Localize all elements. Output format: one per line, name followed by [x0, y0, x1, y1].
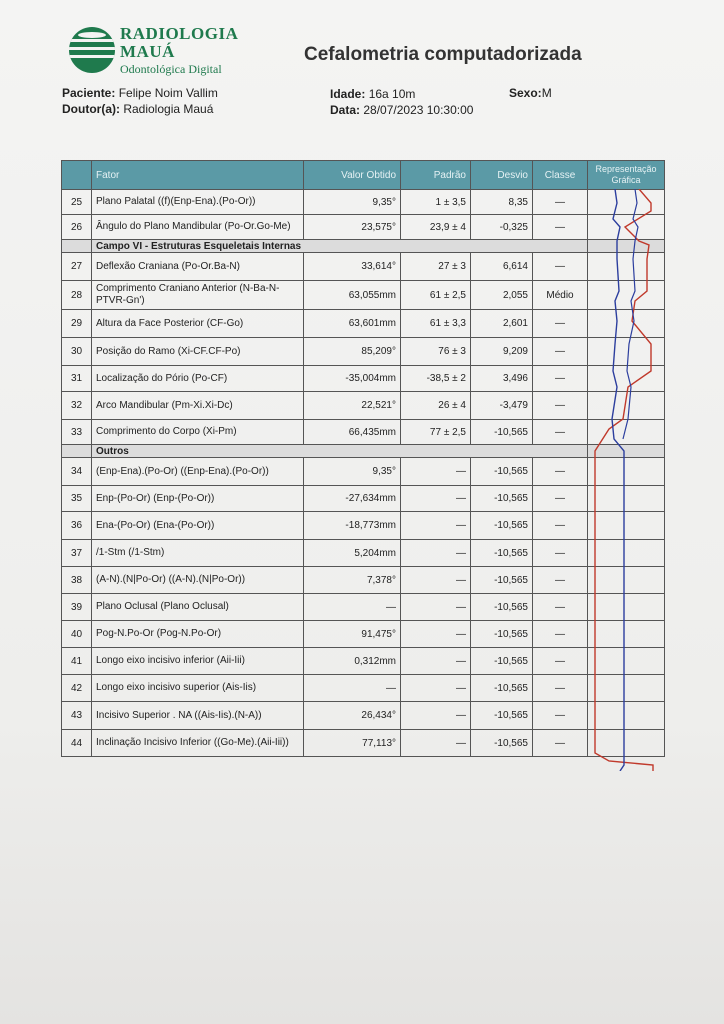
- row-number: 27: [62, 253, 92, 281]
- table-row: [62, 281, 665, 310]
- row-valor: 91,475°: [304, 621, 401, 648]
- row-number: 42: [62, 675, 92, 702]
- row-desvio: -10,565: [471, 458, 533, 486]
- col-padrao: Padrão: [401, 161, 471, 190]
- rep-cell: [588, 730, 665, 757]
- section-title: Outros: [92, 445, 588, 458]
- row-number: 38: [62, 567, 92, 594]
- rep-cell: [588, 702, 665, 730]
- table-body: [62, 190, 665, 757]
- row-classe: —: [533, 621, 588, 648]
- table-row: [62, 190, 665, 215]
- row-padrao: —: [401, 730, 471, 757]
- row-desvio: 3,496: [471, 366, 533, 392]
- row-classe: —: [533, 512, 588, 540]
- row-number: 28: [62, 281, 92, 310]
- row-fator: Longo eixo incisivo superior (Ais-Iis): [92, 675, 304, 702]
- row-number: 40: [62, 621, 92, 648]
- row-number: 33: [62, 420, 92, 445]
- row-desvio: -10,565: [471, 730, 533, 757]
- section-row: [62, 445, 665, 458]
- rep-cell: [588, 458, 665, 486]
- date-label: Data:: [330, 103, 361, 117]
- row-classe: —: [533, 366, 588, 392]
- row-valor: 9,35°: [304, 458, 401, 486]
- row-fator: Inclinação Incisivo Inferior ((Go-Me).(Aii-Iii)): [92, 730, 304, 757]
- section-row: [62, 240, 665, 253]
- row-valor: 7,378°: [304, 567, 401, 594]
- row-valor: 22,521°: [304, 392, 401, 420]
- row-valor: -27,634mm: [304, 486, 401, 512]
- page-title: Cefalometria computadorizada: [304, 44, 582, 65]
- table-row: [62, 702, 665, 730]
- rep-cell: [588, 675, 665, 702]
- row-padrao: 26 ± 4: [401, 392, 471, 420]
- table-row: [62, 458, 665, 486]
- row-padrao: 76 ± 3: [401, 338, 471, 366]
- row-valor: 85,209°: [304, 338, 401, 366]
- row-fator: Ena-(Po-Or) (Ena-(Po-Or)): [92, 512, 304, 540]
- row-fator: Comprimento do Corpo (Xi-Pm): [92, 420, 304, 445]
- patient-age: [330, 87, 415, 101]
- row-padrao: 27 ± 3: [401, 253, 471, 281]
- table-header-row: [62, 161, 665, 190]
- row-number: 32: [62, 392, 92, 420]
- table-row: [62, 540, 665, 567]
- clinic-logo: [68, 24, 243, 79]
- row-desvio: -10,565: [471, 420, 533, 445]
- rep-cell: [588, 240, 665, 253]
- rep-cell: [588, 621, 665, 648]
- patient-sex: [509, 86, 552, 100]
- row-classe: —: [533, 540, 588, 567]
- row-classe: —: [533, 253, 588, 281]
- table-row: [62, 512, 665, 540]
- row-classe: —: [533, 420, 588, 445]
- row-valor: 63,055mm: [304, 281, 401, 310]
- row-number: 26: [62, 215, 92, 240]
- rep-cell: [588, 190, 665, 215]
- rep-cell: [588, 392, 665, 420]
- row-number: 30: [62, 338, 92, 366]
- row-valor: —: [304, 675, 401, 702]
- table-row: [62, 392, 665, 420]
- row-number: 39: [62, 594, 92, 621]
- row-classe: —: [533, 675, 588, 702]
- row-classe: —: [533, 486, 588, 512]
- patient-name: [62, 86, 218, 100]
- row-fator: Pog-N.Po-Or (Pog-N.Po-Or): [92, 621, 304, 648]
- row-valor: 63,601mm: [304, 310, 401, 338]
- row-valor: -18,773mm: [304, 512, 401, 540]
- row-number: 31: [62, 366, 92, 392]
- row-classe: —: [533, 730, 588, 757]
- rep-cell: [588, 338, 665, 366]
- logo-sphere-icon: [68, 26, 116, 74]
- table-row: [62, 253, 665, 281]
- rep-cell: [588, 648, 665, 675]
- table-row: [62, 338, 665, 366]
- col-fator: Fator: [92, 161, 304, 190]
- logo-text-maua: MAUÁ: [120, 42, 175, 61]
- row-number: 37: [62, 540, 92, 567]
- row-padrao: 61 ± 2,5: [401, 281, 471, 310]
- table-row: [62, 621, 665, 648]
- rep-cell: [588, 567, 665, 594]
- row-valor: -35,004mm: [304, 366, 401, 392]
- row-desvio: 2,055: [471, 281, 533, 310]
- section-number: [62, 240, 92, 253]
- row-classe: —: [533, 310, 588, 338]
- age-label: Idade:: [330, 87, 366, 101]
- row-fator: Plano Oclusal (Plano Oclusal): [92, 594, 304, 621]
- row-number: 25: [62, 190, 92, 215]
- row-fator: Arco Mandibular (Pm-Xi.Xi-Dc): [92, 392, 304, 420]
- rep-cell: [588, 486, 665, 512]
- row-desvio: -10,565: [471, 594, 533, 621]
- row-fator: Enp-(Po-Or) (Enp-(Po-Or)): [92, 486, 304, 512]
- row-classe: —: [533, 190, 588, 215]
- row-desvio: -10,565: [471, 648, 533, 675]
- row-padrao: 1 ± 3,5: [401, 190, 471, 215]
- col-classe: Classe: [533, 161, 588, 190]
- row-fator: Incisivo Superior . NA ((Ais-Iis).(N-A)): [92, 702, 304, 730]
- rep-cell: [588, 310, 665, 338]
- rep-cell: [588, 540, 665, 567]
- row-number: 35: [62, 486, 92, 512]
- row-padrao: —: [401, 458, 471, 486]
- row-fator: (A-N).(N|Po-Or) ((A-N).(N|Po-Or)): [92, 567, 304, 594]
- col-valor: Valor Obtido: [304, 161, 401, 190]
- row-fator: Altura da Face Posterior (CF-Go): [92, 310, 304, 338]
- rep-cell: [588, 215, 665, 240]
- row-desvio: 8,35: [471, 190, 533, 215]
- row-desvio: -3,479: [471, 392, 533, 420]
- row-desvio: -10,565: [471, 567, 533, 594]
- row-fator: Longo eixo incisivo inferior (Aii-Iii): [92, 648, 304, 675]
- row-desvio: 2,601: [471, 310, 533, 338]
- table-row: [62, 310, 665, 338]
- doctor-value: Radiologia Mauá: [123, 102, 214, 116]
- exam-date: [330, 103, 473, 117]
- row-desvio: -0,325: [471, 215, 533, 240]
- row-valor: 33,614°: [304, 253, 401, 281]
- table-row: [62, 648, 665, 675]
- patient-value: Felipe Noim Vallim: [118, 86, 218, 100]
- row-valor: 66,435mm: [304, 420, 401, 445]
- patient-label: Paciente:: [62, 86, 116, 100]
- table-row: [62, 366, 665, 392]
- row-classe: —: [533, 215, 588, 240]
- table-row: [62, 420, 665, 445]
- row-padrao: —: [401, 702, 471, 730]
- row-padrao: —: [401, 594, 471, 621]
- row-fator: Comprimento Craniano Anterior (N-Ba-N-PTVR-Gn'): [92, 281, 304, 310]
- row-desvio: 9,209: [471, 338, 533, 366]
- row-valor: 23,575°: [304, 215, 401, 240]
- sex-label: Sexo:: [509, 86, 542, 100]
- table-row: [62, 215, 665, 240]
- table-row: [62, 567, 665, 594]
- row-valor: 9,35°: [304, 190, 401, 215]
- row-fator: Plano Palatal ((f)(Enp-Ena).(Po-Or)): [92, 190, 304, 215]
- row-classe: —: [533, 392, 588, 420]
- row-fator: Deflexão Craniana (Po-Or.Ba-N): [92, 253, 304, 281]
- row-classe: —: [533, 648, 588, 675]
- row-padrao: 23,9 ± 4: [401, 215, 471, 240]
- table-row: [62, 730, 665, 757]
- row-valor: 5,204mm: [304, 540, 401, 567]
- row-desvio: 6,614: [471, 253, 533, 281]
- sex-value: M: [541, 86, 552, 100]
- cephalometry-table: [61, 160, 665, 757]
- row-fator: Posição do Ramo (Xi-CF.CF-Po): [92, 338, 304, 366]
- row-number: 29: [62, 310, 92, 338]
- section-number: [62, 445, 92, 458]
- row-desvio: -10,565: [471, 675, 533, 702]
- row-padrao: —: [401, 540, 471, 567]
- rep-cell: [588, 445, 665, 458]
- row-padrao: —: [401, 486, 471, 512]
- rep-cell: [588, 594, 665, 621]
- row-number: 36: [62, 512, 92, 540]
- row-padrao: —: [401, 512, 471, 540]
- row-classe: —: [533, 338, 588, 366]
- row-number: 41: [62, 648, 92, 675]
- row-classe: —: [533, 458, 588, 486]
- row-padrao: —: [401, 675, 471, 702]
- col-number: [62, 161, 92, 190]
- row-desvio: -10,565: [471, 486, 533, 512]
- section-title: Campo VI - Estruturas Esqueletais Internas: [92, 240, 588, 253]
- row-number: 34: [62, 458, 92, 486]
- row-fator: Localização do Pório (Po-CF): [92, 366, 304, 392]
- rep-cell: [588, 512, 665, 540]
- table-row: [62, 594, 665, 621]
- col-representacao: Representação Gráfica: [588, 161, 665, 190]
- row-desvio: -10,565: [471, 702, 533, 730]
- doctor-name: [62, 102, 213, 116]
- rep-cell: [588, 366, 665, 392]
- rep-cell: [588, 253, 665, 281]
- age-value: 16a 10m: [368, 87, 416, 101]
- row-valor: 77,113°: [304, 730, 401, 757]
- row-number: 44: [62, 730, 92, 757]
- date-value: 28/07/2023 10:30:00: [363, 103, 474, 117]
- row-padrao: —: [401, 621, 471, 648]
- row-classe: —: [533, 702, 588, 730]
- doctor-label: Doutor(a):: [62, 102, 120, 116]
- row-desvio: -10,565: [471, 512, 533, 540]
- row-fator: /1-Stm (/1-Stm): [92, 540, 304, 567]
- table-row: [62, 675, 665, 702]
- table-row: [62, 486, 665, 512]
- row-fator: (Enp-Ena).(Po-Or) ((Enp-Ena).(Po-Or)): [92, 458, 304, 486]
- logo-text-subtitle: Odontológica Digital: [120, 62, 222, 76]
- rep-cell: [588, 420, 665, 445]
- row-desvio: -10,565: [471, 621, 533, 648]
- row-classe: Médio: [533, 281, 588, 310]
- rep-cell: [588, 281, 665, 310]
- row-valor: 26,434°: [304, 702, 401, 730]
- row-classe: —: [533, 594, 588, 621]
- row-desvio: -10,565: [471, 540, 533, 567]
- logo-text-radiologia: RADIOLOGIA: [120, 24, 239, 43]
- row-padrao: —: [401, 648, 471, 675]
- row-valor: —: [304, 594, 401, 621]
- row-valor: 0,312mm: [304, 648, 401, 675]
- row-padrao: -38,5 ± 2: [401, 366, 471, 392]
- col-desvio: Desvio: [471, 161, 533, 190]
- row-padrao: 77 ± 2,5: [401, 420, 471, 445]
- row-padrao: 61 ± 3,3: [401, 310, 471, 338]
- row-number: 43: [62, 702, 92, 730]
- row-fator: Ângulo do Plano Mandibular (Po-Or.Go-Me): [92, 215, 304, 240]
- row-padrao: —: [401, 567, 471, 594]
- row-classe: —: [533, 567, 588, 594]
